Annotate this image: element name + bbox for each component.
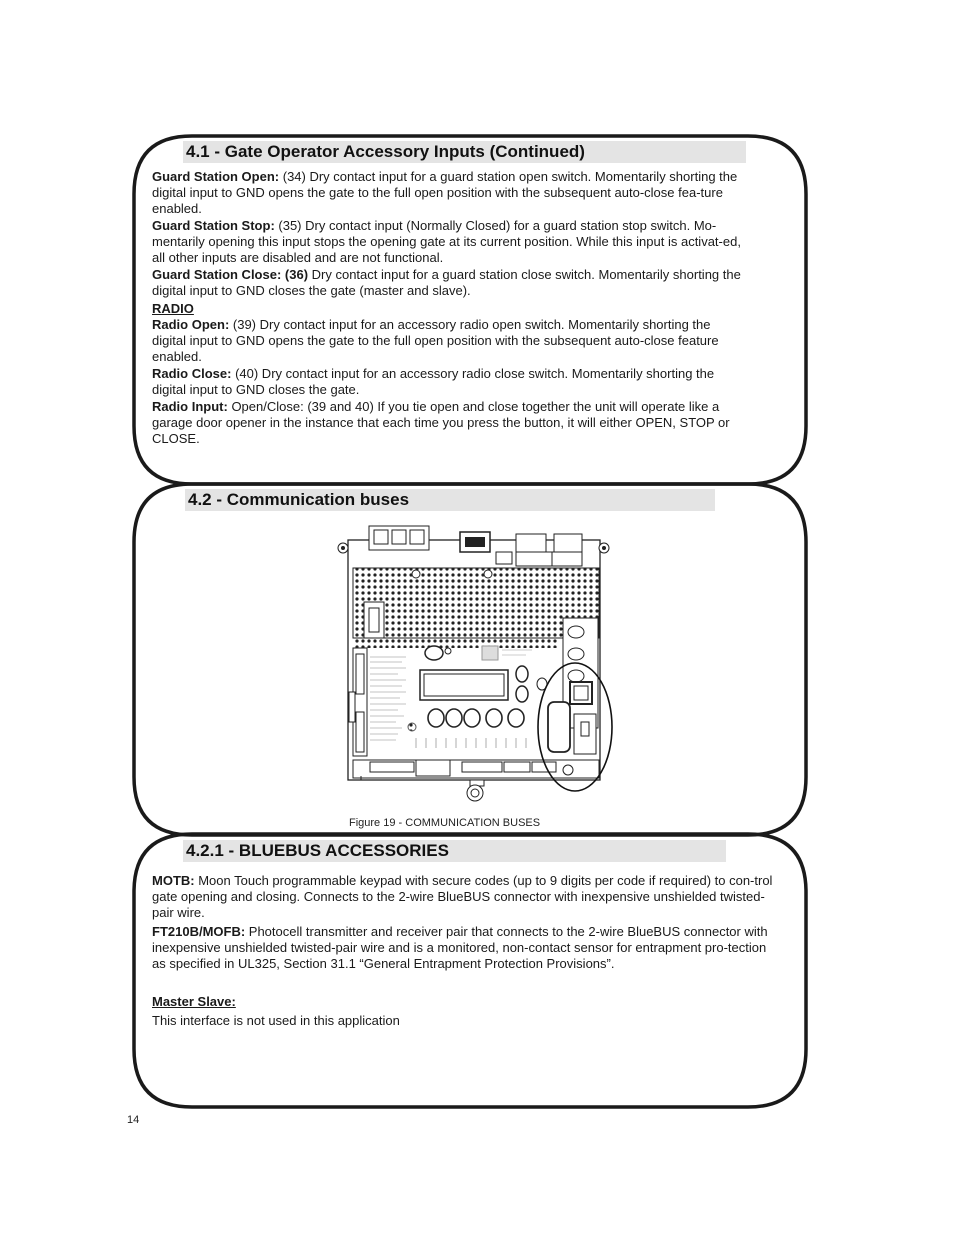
section-4-2-1-body — [152, 873, 782, 1030]
section-heading-4-2: 4.2 - Communication buses — [185, 489, 715, 511]
paragraph-ft210b: FT210B/MOFB: Photocell transmitter and receiver pair that connects to the 2-wire BlueBUS connector with inexpensive unshielded twisted-pair wire and is a monitored, non-contact sensor for entrapment pro-tection as specified in UL325, Section 31.1 “General Entrapment Protection Provisions”. — [152, 924, 768, 971]
section-heading-4-2-1: 4.2.1 - BLUEBUS ACCESSORIES — [183, 840, 726, 862]
radio-subheading: RADIO — [152, 301, 194, 316]
figure-caption: Figure 19 - COMMUNICATION BUSES — [349, 817, 541, 829]
paragraph-motb: MOTB: Moon Touch programmable keypad with secure codes (up to 9 digits per code if required) to con-trol gate opening and closing. Connects to the 2-wire BlueBUS connector with inexpensive unshielded twisted-pair wire. — [152, 873, 773, 920]
section-4-1-body — [152, 169, 748, 448]
paragraph-guard-station-open: Guard Station Open: (34) Dry contact input for a guard station open switch. Momentarily shorting the digital input to GND opens the gate to the full open position with the subsequent auto-close fea-ture enabled. — [152, 169, 738, 216]
control-board-diagram — [336, 512, 616, 802]
paragraph-radio-open: Radio Open: (39) Dry contact input for an accessory radio open switch. Momentarily shorting the digital input to GND opens the gate to the full open position with the subsequent auto-close feature enabled. — [152, 317, 719, 364]
master-slave-subheading: Master Slave: — [152, 994, 236, 1009]
paragraph-master-slave: This interface is not used in this application — [152, 1013, 400, 1028]
paragraph-guard-station-stop: Guard Station Stop: (35) Dry contact input (Normally Closed) for a guard station stop switch. Mo-mentarily opening this input stops the opening gate at its current position. While this input is activat-ed, all other inputs are disabled and are not functional. — [152, 218, 741, 265]
page-number: 14 — [127, 1114, 140, 1126]
section-heading-4-1: 4.1 - Gate Operator Accessory Inputs (Continued) — [183, 141, 746, 163]
paragraph-radio-input: Radio Input: Open/Close: (39 and 40) If you tie open and close together the unit will operate like a garage door opener in the instance that each time you press the button, it will either OPEN, STOP or CLOSE. — [152, 399, 730, 446]
paragraph-guard-station-close: Guard Station Close: (36) Dry contact input for a guard station close switch. Momentarily shorting the digital input to GND closes the gate (master and slave). — [152, 267, 741, 298]
paragraph-radio-close: Radio Close: (40) Dry contact input for an accessory radio close switch. Momentarily shorting the digital input to GND closes the gate. — [152, 366, 715, 397]
